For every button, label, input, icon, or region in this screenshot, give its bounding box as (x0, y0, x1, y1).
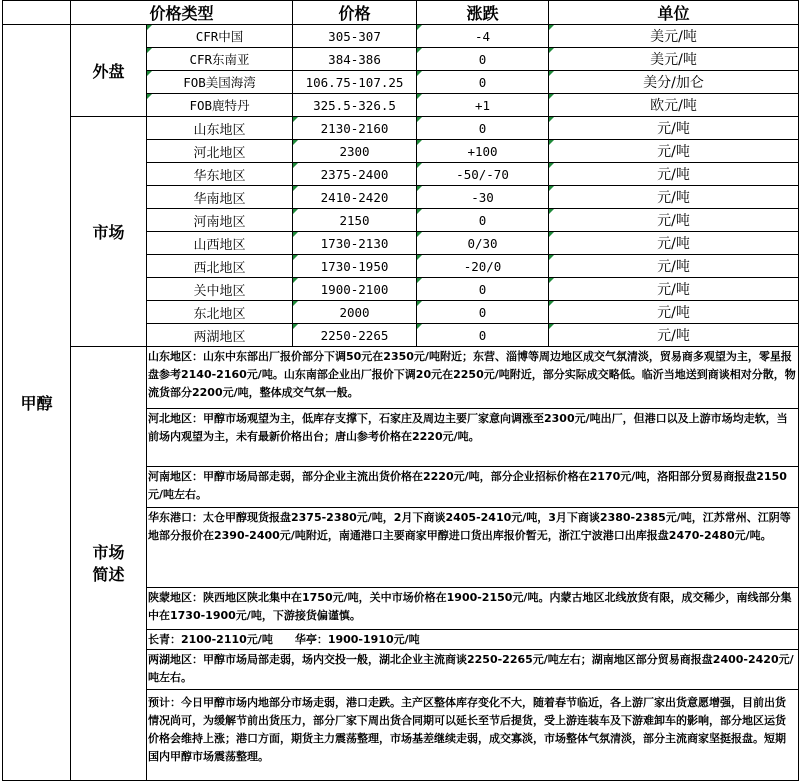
row-unit: 美元/吨 (549, 48, 799, 71)
row-change: +100 (417, 140, 549, 163)
row-name: 华南地区 (147, 186, 293, 209)
row-change: -30 (417, 186, 549, 209)
row-unit: 元/吨 (549, 209, 799, 232)
row-name: FOB鹿特丹 (147, 94, 293, 117)
summary-changqing: 长青：2100-2110元/吨 华亭：1900-1910元/吨 (147, 629, 798, 649)
row-unit: 元/吨 (549, 324, 799, 347)
row-price: 1730-1950 (293, 255, 417, 278)
row-name: CFR中国 (147, 25, 293, 48)
header-blank (3, 1, 71, 25)
row-unit: 美分/加仑 (549, 71, 799, 94)
row-name: 东北地区 (147, 301, 293, 324)
row-price: 2300 (293, 140, 417, 163)
row-unit: 元/吨 (549, 278, 799, 301)
row-change: 0 (417, 48, 549, 71)
row-change: 0/30 (417, 232, 549, 255)
summary-lianghu: 两湖地区：甲醇市场局部走弱，场内交投一般，湖北企业主流商谈2250-2265元/吨左右；湖南地区部分贸易商报盘2400-2420元/吨左右。 (147, 649, 798, 689)
row-price: 1900-2100 (293, 278, 417, 301)
row-unit: 元/吨 (549, 140, 799, 163)
summary-shaanmeng: 陕蒙地区：陕西地区陕北集中在1750元/吨，关中市场价格在1900-2150元/吨。内蒙古地区北线放货有限，成交稀少，南线部分集中在1730-1900元/吨，下游接货偏谨慎。 (147, 587, 798, 629)
row-price: 106.75-107.25 (293, 71, 417, 94)
row-change: 0 (417, 278, 549, 301)
price-table (2, 0, 799, 781)
row-price: 384-386 (293, 48, 417, 71)
row-unit: 元/吨 (549, 232, 799, 255)
row-name: CFR东南亚 (147, 48, 293, 71)
row-change: 0 (417, 117, 549, 140)
row-change: -20/0 (417, 255, 549, 278)
row-change: 0 (417, 324, 549, 347)
row-price: 2000 (293, 301, 417, 324)
header-unit: 单位 (549, 1, 799, 25)
row-change: +1 (417, 94, 549, 117)
row-unit: 元/吨 (549, 186, 799, 209)
row-unit: 元/吨 (549, 255, 799, 278)
row-unit: 美元/吨 (549, 25, 799, 48)
row-change: 0 (417, 209, 549, 232)
row-name: 西北地区 (147, 255, 293, 278)
row-name: 河北地区 (147, 140, 293, 163)
row-price: 325.5-326.5 (293, 94, 417, 117)
group-external: 外盘 (71, 25, 147, 117)
header-row (3, 1, 799, 25)
header-category: 价格类型 (71, 1, 293, 25)
table-row (3, 25, 799, 48)
product-label: 甲醇 (3, 25, 71, 781)
summary-shandong: 山东地区：山东中东部出厂报价部分下调50元在2350元/吨附近；东营、淄博等周边地区成交气氛清淡，贸易商多观望为主，零星报盘参考2140-2160元/吨。山东南部企业出厂报价下调20元在2250元/吨附近，部分实际成交略低。临沂当地送到商谈相对分散，物流货部分2200元/吨，整体成交气氛一般。 (148, 350, 796, 399)
row-price: 2130-2160 (293, 117, 417, 140)
row-price: 2250-2265 (293, 324, 417, 347)
table-row (3, 117, 799, 140)
row-name: 河南地区 (147, 209, 293, 232)
row-unit: 元/吨 (549, 163, 799, 186)
summary-henan: 河南地区：甲醇市场局部走弱，部分企业主流出货价格在2220元/吨，部分企业招标价格在2170元/吨，洛阳部分贸易商报盘2150元/吨左右。 (147, 466, 798, 507)
header-change: 涨跌 (417, 1, 549, 25)
summary-hebei: 河北地区：甲醇市场观望为主，低库存支撑下，石家庄及周边主要厂家意向调涨至2300元/吨出厂，但港口以及上游市场均走软，当前场内观望为主，未有最新价格出台；唐山参考价格在2220元/吨。 (147, 408, 798, 466)
row-unit: 元/吨 (549, 117, 799, 140)
row-price: 2150 (293, 209, 417, 232)
row-price: 305-307 (293, 25, 417, 48)
row-change: 0 (417, 71, 549, 94)
summary-huadong: 华东港口：太仓甲醇现货报盘2375-2380元/吨，2月下商谈2405-2410元/吨，3月下商谈2380-2385元/吨，江苏常州、江阴等地部分报价在2390-2400元/吨附近，南通港口主要商家甲醇进口货出库报价暂无，浙江宁波港口出库报盘2470-2480元/吨。 (147, 507, 798, 587)
row-change: 0 (417, 301, 549, 324)
summary-forecast: 预计：今日甲醇市场内地部分市场走弱，港口走跌。主产区整体库存变化不大，随着春节临近，各上游厂家出货意愿增强，目前出货情况尚可，为缓解节前出货压力，部分厂家下周出货合同期可以延长至节后提货，受上游连装车及下游难卸车的影响，部分地区运货价格会维持上涨；港口方面，期货主力震荡整理，市场基差继续走弱，成交寡淡，市场整体气氛清淡，部分主流商家坚挺报盘。短期国内甲醇市场震荡整理。 (147, 689, 798, 780)
group-market: 市场 (71, 117, 147, 347)
row-name: FOB美国海湾 (147, 71, 293, 94)
row-price: 2410-2420 (293, 186, 417, 209)
summary-row (3, 347, 799, 781)
row-unit: 元/吨 (549, 301, 799, 324)
group-summary (71, 347, 147, 781)
row-name: 山东地区 (147, 117, 293, 140)
row-name: 两湖地区 (147, 324, 293, 347)
row-name: 关中地区 (147, 278, 293, 301)
row-change: -4 (417, 25, 549, 48)
row-name: 华东地区 (147, 163, 293, 186)
row-price: 1730-2130 (293, 232, 417, 255)
row-change: -50/-70 (417, 163, 549, 186)
market-summary (147, 347, 799, 781)
row-price: 2375-2400 (293, 163, 417, 186)
row-name: 山西地区 (147, 232, 293, 255)
header-price: 价格 (293, 1, 417, 25)
row-unit: 欧元/吨 (549, 94, 799, 117)
group-summary-label: 市场简述 (92, 542, 125, 584)
